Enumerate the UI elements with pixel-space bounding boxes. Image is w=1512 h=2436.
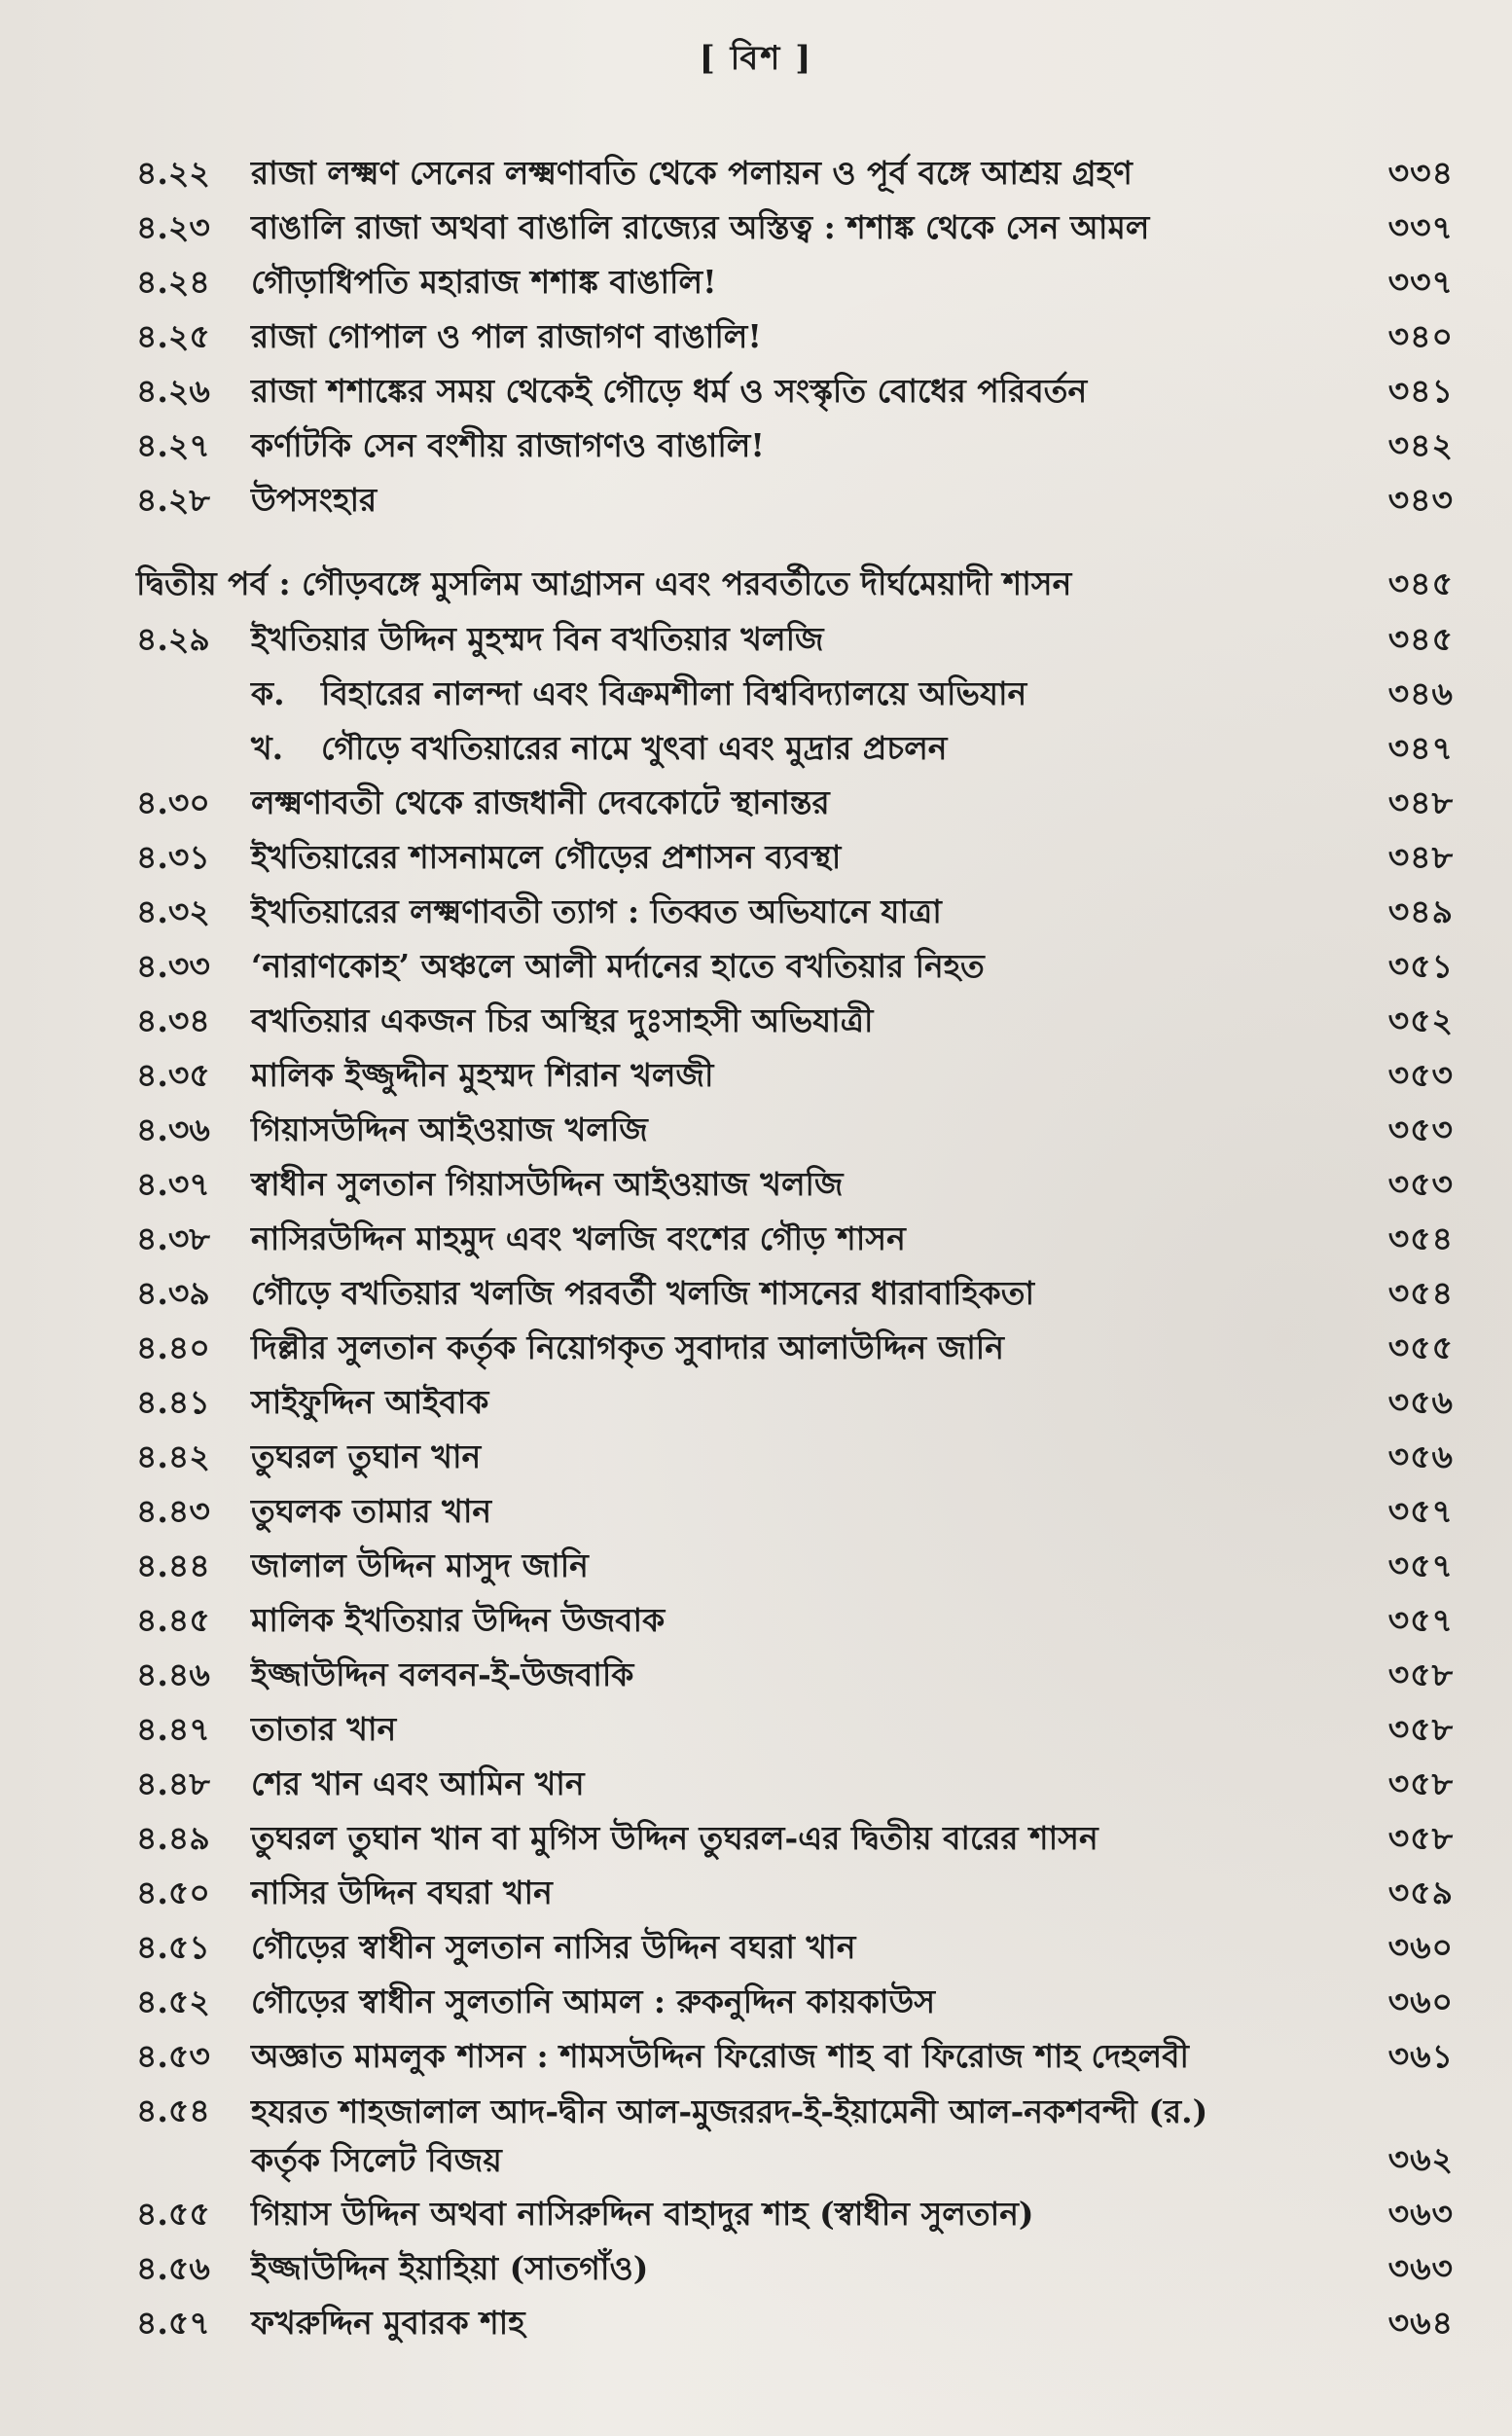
entry-title: অজ্ঞাত মামলুক শাসন : শামসউদ্দিন ফিরোজ শাহ বা ফিরোজ শাহ দেহলবী	[251, 2037, 1189, 2075]
entry-title: সাইফুদ্দিন আইবাক	[251, 1383, 489, 1421]
entry-number: ৪.২৮	[136, 481, 210, 519]
entry-title: ফখরুদ্দিন মুবারক শাহ	[251, 2304, 525, 2342]
toc-entry	[0, 994, 1512, 1048]
entry-number: ৪.৩০	[136, 783, 210, 821]
entry-title: গৌড়ে বখতিয়ার খলজি পরবর্তী খলজি শাসনের ধারাবাহিকতা	[251, 1274, 1035, 1312]
entry-title: ইখতিয়ারের লক্ষ্মণাবতী ত্যাগ : তিব্বত অভিযানে যাত্রা	[251, 892, 942, 930]
entry-title: ইখতিয়ারের শাসনামলে গৌড়ের প্রশাসন ব্যবস্থা	[251, 838, 842, 876]
toc-entry	[0, 255, 1512, 309]
toc-entry	[0, 1811, 1512, 1866]
entry-page: ৩৩৭	[1387, 263, 1454, 301]
entry-page: ৩৫৭	[1387, 1492, 1454, 1530]
entry-title: গৌড়ের স্বাধীন সুলতানি আমল : রুকনুদ্দিন কায়কাউস	[251, 1982, 936, 2020]
entry-number: ৪.৪১	[136, 1383, 210, 1421]
entry-title: শের খান এবং আমিন খান	[251, 1764, 585, 1802]
entry-number: ৪.৪৭	[136, 1710, 210, 1748]
entry-page: ৩৪৬	[1387, 674, 1454, 712]
entry-number: ৪.৩২	[136, 892, 210, 930]
entry-number: ৪.২৯	[136, 620, 210, 658]
toc-subentry	[0, 667, 1512, 721]
entry-number: ৪.২২	[136, 154, 210, 192]
entry-title: ইজ্জাউদ্দিন ইয়াহিয়া (সাতগাঁও)	[251, 2249, 649, 2287]
entry-number: ৪.৪৪	[136, 1546, 210, 1584]
entry-page: ৩৬৩	[1387, 2195, 1454, 2233]
entry-title: ইখতিয়ার উদ্দিন মুহম্মদ বিন বখতিয়ার খলজি	[251, 620, 824, 658]
toc-entry	[0, 1484, 1512, 1539]
entry-number: ৪.৪০	[136, 1328, 210, 1366]
entry-number: ৪.২৬	[136, 372, 210, 410]
entry-number: ৪.২৩	[136, 208, 210, 246]
entry-page: ৩৫৮	[1387, 1764, 1454, 1802]
entry-title: বাঙালি রাজা অথবা বাঙালি রাজ্যের অস্তিত্ব : শশাঙ্ক থেকে সেন আমল	[251, 208, 1150, 246]
toc-entry	[0, 612, 1512, 667]
entry-title	[251, 2088, 1207, 2185]
toc-entry	[0, 1920, 1512, 1975]
subentry-title	[251, 667, 1026, 721]
entry-page: ৩৬৩	[1387, 2249, 1454, 2287]
entry-number: ৪.২৪	[136, 263, 210, 301]
entry-page: ৩৫৭	[1387, 1546, 1454, 1584]
entry-title: উপসংহার	[251, 481, 378, 519]
entry-title: রাজা শশাঙ্কের সময় থেকেই গৌড়ে ধর্ম ও সংস্কৃতি বোধের পরিবর্তন	[251, 372, 1088, 410]
entry-title: রাজা গোপাল ও পাল রাজাগণ বাঙালি!	[251, 317, 762, 355]
entry-number: ৪.৫৪	[136, 2091, 210, 2129]
toc-entry	[0, 473, 1512, 527]
toc-entry	[0, 1975, 1512, 2029]
toc-entry	[0, 2029, 1512, 2084]
entry-number: ৪.৫২	[136, 1982, 210, 2020]
entry-title: গৌড়ের স্বাধীন সুলতান নাসির উদ্দিন বঘরা খান	[251, 1928, 856, 1966]
entry-number: ৪.৫৬	[136, 2249, 210, 2287]
entry-number: ৪.৫৫	[136, 2195, 210, 2233]
toc-entry	[0, 1212, 1512, 1266]
entry-page: ৩৫৬	[1387, 1437, 1454, 1475]
entry-number: ৪.৫১	[136, 1928, 210, 1966]
entry-page: ৩৪৫	[1387, 620, 1454, 658]
entry-title-line1: হযরত শাহজালাল আদ-দ্বীন আল-মুজররদ-ই-ইয়ামেনী আল-নকশবন্দী (র.)	[251, 2092, 1208, 2130]
entry-title: তুঘরল তুঘান খান বা মুগিস উদ্দিন তুঘরল-এর দ্বিতীয় বারের শাসন	[251, 1819, 1098, 1857]
entry-page: ৩৪৮	[1387, 838, 1454, 876]
entry-page: ৩৫১	[1387, 947, 1454, 985]
entry-page: ৩৫৪	[1387, 1274, 1454, 1312]
entry-page: ৩৫৩	[1387, 1056, 1454, 1094]
entry-page: ৩৪৮	[1387, 783, 1454, 821]
entry-page: ৩৪৩	[1387, 481, 1454, 519]
entry-page: ৩৪৭	[1387, 729, 1454, 767]
entry-page: ৩৫৭	[1387, 1601, 1454, 1639]
toc-entry	[0, 146, 1512, 200]
entry-page: ৩৫৪	[1387, 1219, 1454, 1257]
toc-entry	[0, 200, 1512, 255]
entry-title: স্বাধীন সুলতান গিয়াসউদ্দিন আইওয়াজ খলজি	[251, 1165, 844, 1203]
toc-subentry	[0, 721, 1512, 776]
entry-page: ৩৫৯	[1387, 1873, 1454, 1911]
entry-number: ৪.৩৪	[136, 1001, 210, 1039]
toc-entry	[0, 1375, 1512, 1430]
toc-entry	[0, 1866, 1512, 1920]
entry-number: ৪.২৭	[136, 426, 210, 464]
entry-title: গৌড়াধিপতি মহারাজ শশাঙ্ক বাঙালি!	[251, 263, 717, 301]
entry-title: মালিক ইজ্জুদ্দীন মুহম্মদ শিরান খলজী	[251, 1056, 714, 1094]
entry-title: গিয়াস উদ্দিন অথবা নাসিরুদ্দিন বাহাদুর শাহ (স্বাধীন সুলতান)	[251, 2195, 1034, 2233]
entry-page: ৩৩৪	[1387, 154, 1454, 192]
entry-number: ৪.৪৩	[136, 1492, 210, 1530]
entry-title: জালাল উদ্দিন মাসুদ জানি	[251, 1546, 589, 1584]
entry-title: রাজা লক্ষ্মণ সেনের লক্ষ্মণাবতি থেকে পলায়ন ও পূর্ব বঙ্গে আশ্রয় গ্রহণ	[251, 154, 1133, 192]
toc-entry-multiline	[0, 2084, 1512, 2187]
entry-number: ৪.২৫	[136, 317, 210, 355]
entry-number: ৪.৪৫	[136, 1601, 210, 1639]
entry-number: ৪.৩৩	[136, 947, 210, 985]
entry-page: ৩৬৪	[1387, 2304, 1454, 2342]
toc-entry	[0, 1048, 1512, 1103]
entry-number: ৪.৩৫	[136, 1056, 210, 1094]
entry-number: ৪.৪৮	[136, 1764, 210, 1802]
section-title: দ্বিতীয় পর্ব : গৌড়বঙ্গে মুসলিম আগ্রাসন এবং পরবর্তীতে দীর্ঘমেয়াদী শাসন	[136, 564, 1072, 602]
subentry-label: খ.	[251, 729, 284, 767]
entry-title: বখতিয়ার একজন চির অস্থির দুঃসাহসী অভিযাত্রী	[251, 1001, 874, 1039]
entry-number: ৪.৫০	[136, 1873, 210, 1911]
entry-page: ৩৫৫	[1387, 1328, 1454, 1366]
entry-page: ৩৩৭	[1387, 208, 1454, 246]
toc-entry	[0, 1702, 1512, 1757]
toc-entry	[0, 1157, 1512, 1212]
toc-entry	[0, 830, 1512, 885]
entry-page: ৩৬১	[1387, 2037, 1454, 2075]
toc-entry	[0, 885, 1512, 939]
entry-title: কর্ণাটকি সেন বংশীয় রাজাগণও বাঙালি!	[251, 426, 765, 464]
entry-title: গিয়াসউদ্দিন আইওয়াজ খলজি	[251, 1110, 648, 1148]
entry-title: লক্ষ্মণাবতী থেকে রাজধানী দেবকোটে স্থানান্তর	[251, 783, 830, 821]
entry-title: ‘নারাণকোহ’ অঞ্চলে আলী মর্দানের হাতে বখতিয়ার নিহত	[251, 947, 985, 985]
subentry-text: গৌড়ে বখতিয়ারের নামে খুৎবা এবং মুদ্রার প্রচলন	[321, 729, 948, 767]
toc-entry	[0, 2187, 1512, 2241]
entry-title: দিল্লীর সুলতান কর্তৃক নিয়োগকৃত সুবাদার আলাউদ্দিন জানি	[251, 1328, 1004, 1366]
entry-number: ৪.৩৬	[136, 1110, 210, 1148]
entry-title: নাসির উদ্দিন বঘরা খান	[251, 1873, 553, 1911]
entry-page: ৩৫৩	[1387, 1165, 1454, 1203]
toc-entry	[0, 939, 1512, 994]
entry-page: ৩৫৮	[1387, 1655, 1454, 1693]
entry-number: ৪.৩৯	[136, 1274, 210, 1312]
entry-page: ৩৪০	[1387, 317, 1454, 355]
toc-entry	[0, 1757, 1512, 1811]
subentry-title	[251, 721, 948, 776]
entry-page: ৩৪২	[1387, 426, 1454, 464]
toc-entry	[0, 1266, 1512, 1321]
entry-title: তুঘলক তামার খান	[251, 1492, 492, 1530]
entry-page: ৩৫২	[1387, 1001, 1454, 1039]
section-heading	[0, 557, 1512, 612]
toc-entry	[0, 2241, 1512, 2296]
entry-page: ৩৫৮	[1387, 1819, 1454, 1857]
toc-entry	[0, 1321, 1512, 1375]
entry-number: ৪.৫৭	[136, 2304, 210, 2342]
entry-title: মালিক ইখতিয়ার উদ্দিন উজবাক	[251, 1601, 666, 1639]
subentry-label: ক.	[251, 674, 285, 712]
entry-number: ৪.৩৮	[136, 1219, 210, 1257]
entry-number: ৪.৪৬	[136, 1655, 210, 1693]
entry-page: ৩৬২	[1387, 2140, 1454, 2178]
section-page: ৩৪৫	[1387, 564, 1454, 602]
entry-page: ৩৫৩	[1387, 1110, 1454, 1148]
toc-entry	[0, 776, 1512, 830]
entry-title: তাতার খান	[251, 1710, 397, 1748]
entry-number: ৪.৫৩	[136, 2037, 210, 2075]
entry-page: ৩৫৬	[1387, 1383, 1454, 1421]
entry-page: ৩৪৯	[1387, 892, 1454, 930]
toc-entry	[0, 2296, 1512, 2350]
toc-entry	[0, 364, 1512, 418]
toc-entry	[0, 1103, 1512, 1157]
entry-page: ৩৬০	[1387, 1928, 1454, 1966]
toc-entry	[0, 1648, 1512, 1702]
toc-entry	[0, 418, 1512, 473]
subentry-text: বিহারের নালন্দা এবং বিক্রমশীলা বিশ্ববিদ্যালয়ে অভিযান	[321, 674, 1027, 712]
entry-page: ৩৬০	[1387, 1982, 1454, 2020]
toc-entry	[0, 1539, 1512, 1593]
toc-entry	[0, 1430, 1512, 1484]
entry-title-line2: কর্তৃক সিলেট বিজয়	[251, 2141, 502, 2179]
entry-title: নাসিরউদ্দিন মাহমুদ এবং খলজি বংশের গৌড় শাসন	[251, 1219, 906, 1257]
entry-number: ৪.৩৭	[136, 1165, 210, 1203]
page-header: [ বিশ ]	[699, 39, 813, 78]
entry-number: ৪.৪৯	[136, 1819, 210, 1857]
toc-entry	[0, 309, 1512, 364]
entry-title: ইজ্জাউদ্দিন বলবন-ই-উজবাকি	[251, 1655, 634, 1693]
entry-number: ৪.৪২	[136, 1437, 210, 1475]
entry-page: ৩৫৮	[1387, 1710, 1454, 1748]
table-of-contents	[0, 146, 1512, 2350]
entry-number: ৪.৩১	[136, 838, 210, 876]
entry-title: তুঘরল তুঘান খান	[251, 1437, 482, 1475]
entry-page: ৩৪১	[1387, 372, 1454, 410]
toc-entry	[0, 1593, 1512, 1648]
